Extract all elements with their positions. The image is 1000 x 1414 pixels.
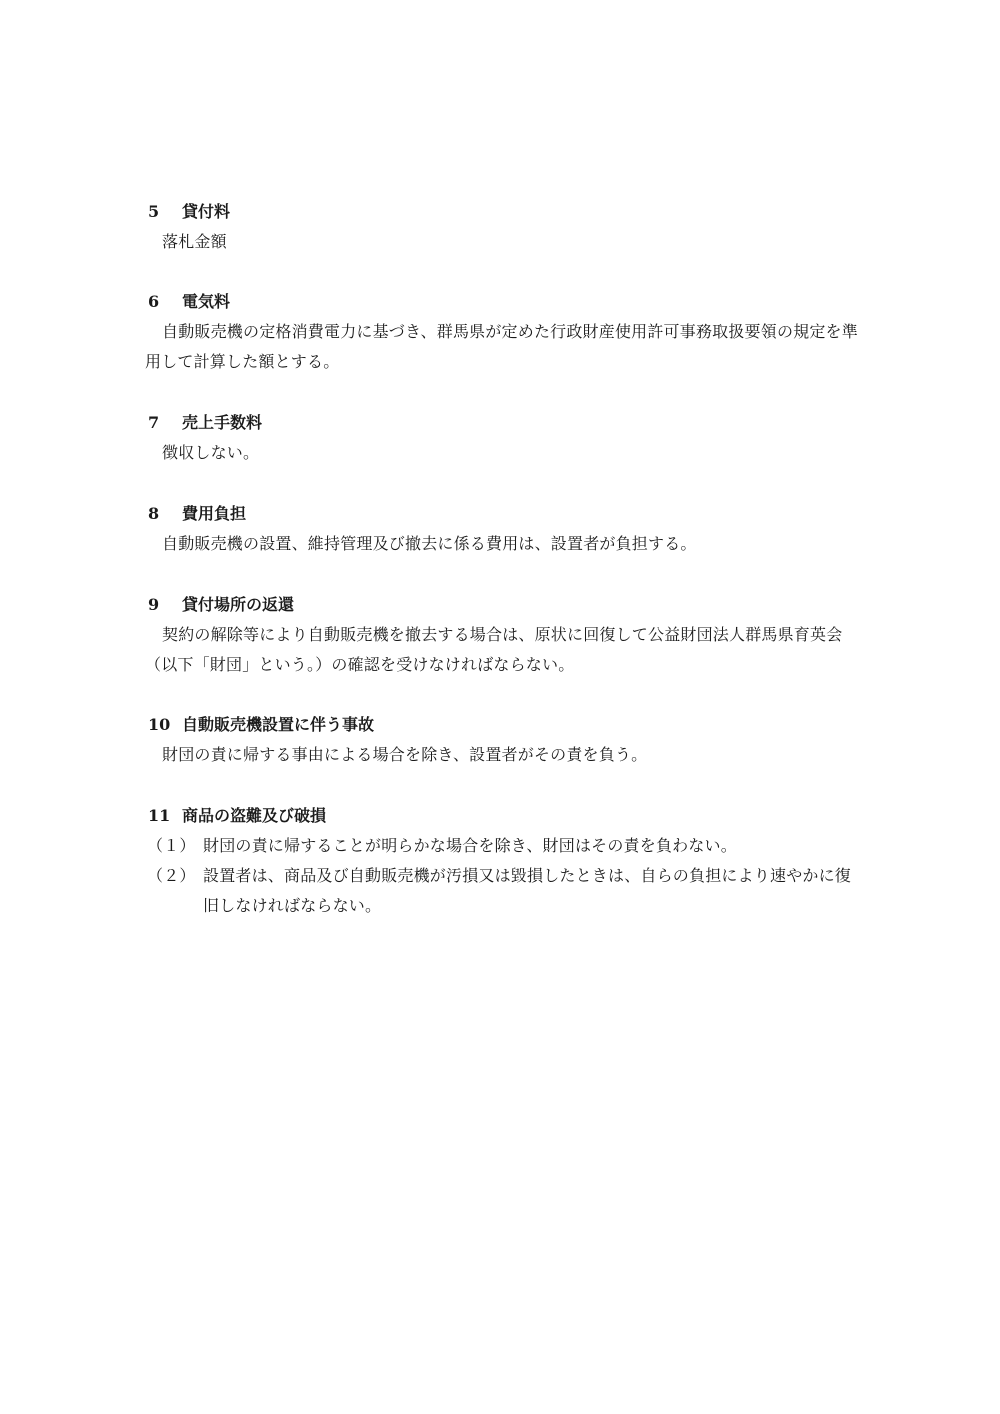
section-title: 商品の盗難及び破損 (182, 806, 327, 825)
section-number: 10 (148, 715, 171, 734)
section-title: 自動販売機設置に伴う事故 (182, 715, 375, 734)
section-title: 貸付料 (182, 202, 231, 221)
section-number: 6 (148, 292, 160, 311)
section-number: 11 (148, 806, 171, 825)
list-item (145, 861, 860, 921)
section-6-electricity-fee (145, 287, 860, 377)
section-11-theft-and-damage (145, 801, 860, 921)
list-item (145, 831, 860, 861)
section-heading (145, 590, 860, 620)
section-title: 売上手数料 (182, 413, 263, 432)
section-body: 落札金額 (162, 232, 227, 251)
section-5-rental-fee (145, 197, 860, 257)
list-item-marker: （１） (147, 836, 196, 855)
section-number: 8 (148, 504, 160, 523)
section-title: 費用負担 (182, 504, 247, 523)
list-item-text: 設置者は、商品及び自動販売機が汚損又は毀損したときは、自らの負担により速やかに復旧しなければならない。 (203, 866, 852, 915)
section-number: 7 (148, 413, 160, 432)
section-heading (145, 408, 860, 438)
section-body: 自動販売機の設置、維持管理及び撤去に係る費用は、設置者が負担する。 (162, 534, 697, 553)
section-heading (145, 197, 860, 227)
section-9-return-of-site (145, 590, 860, 680)
section-8-cost-burden (145, 499, 860, 559)
section-body: 徴収しない。 (162, 443, 260, 462)
section-7-sales-commission (145, 408, 860, 468)
list-item-text: 財団の責に帰することが明らかな場合を除き、財団はその責を負わない。 (203, 836, 737, 855)
list-item-marker: （２） (147, 866, 196, 885)
section-body: 財団の責に帰する事由による場合を除き、設置者がその責を負う。 (162, 745, 648, 764)
section-number: 5 (148, 202, 160, 221)
section-heading (145, 710, 860, 740)
section-number: 9 (148, 595, 160, 614)
section-body: 契約の解除等により自動販売機を撤去する場合は、原状に回復して公益財団法人群馬県育英会（以下「財団」という。）の確認を受けなければならない。 (145, 625, 843, 674)
section-body: 自動販売機の定格消費電力に基づき、群馬県が定めた行政財産使用許可事務取扱要領の規定を準用して計算した額とする。 (145, 322, 858, 371)
section-heading (145, 801, 860, 831)
section-heading (145, 287, 860, 317)
section-10-accidents (145, 710, 860, 770)
section-title: 電気料 (182, 292, 231, 311)
section-title: 貸付場所の返還 (182, 595, 295, 614)
section-heading (145, 499, 860, 529)
